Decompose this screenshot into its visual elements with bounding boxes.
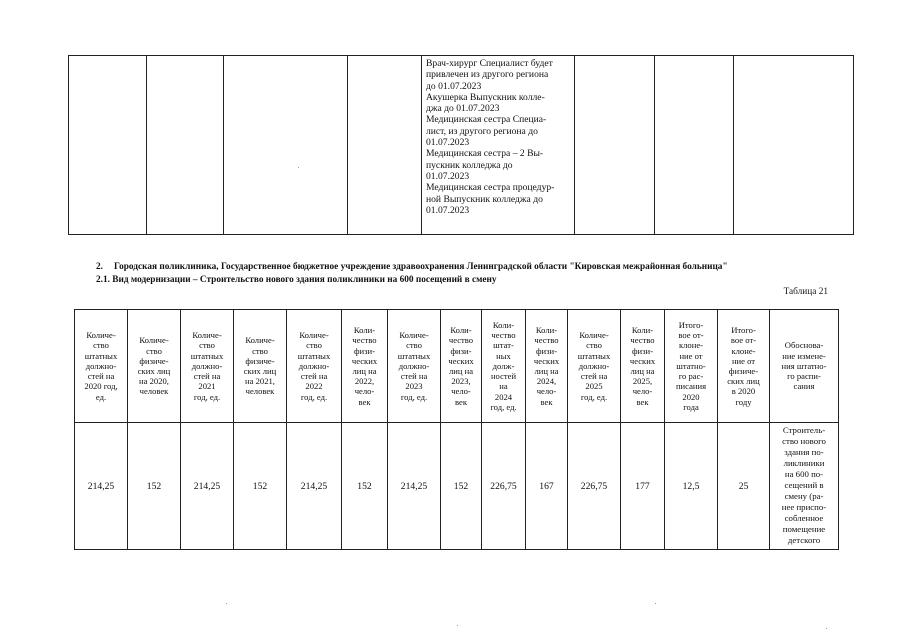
text-line: год, ед. xyxy=(193,391,221,402)
table-cell: 177 xyxy=(621,423,665,550)
staff-line: пускник колледжа до xyxy=(426,159,513,171)
column-header xyxy=(342,310,388,423)
text-line: стей на xyxy=(87,371,115,382)
text-line: 2022, xyxy=(354,376,375,387)
text-line: на 600 по- xyxy=(784,469,824,479)
section-heading xyxy=(96,262,728,272)
text-line: Количе- xyxy=(399,330,429,341)
text-line: человек xyxy=(245,386,275,397)
text-line: год, ед. xyxy=(490,401,517,412)
text-line: год, ед. xyxy=(400,391,428,402)
text-line: ских лиц xyxy=(727,376,760,387)
text-line: Количе- xyxy=(139,335,169,346)
table-cell xyxy=(655,56,734,235)
table-cell: 226,75 xyxy=(482,423,526,550)
staff-line: Медицинская сестра – 2 Вы- xyxy=(426,148,544,160)
column-header xyxy=(388,310,441,423)
text-line: чество xyxy=(491,330,516,341)
text-line: должно- xyxy=(85,360,117,371)
text-line: физи- xyxy=(631,345,654,356)
column-header xyxy=(441,310,482,423)
text-line: Количе- xyxy=(579,330,609,341)
text-line: ство xyxy=(252,345,268,356)
staff-line: привлечен из другого региона xyxy=(426,69,549,81)
table-cell: 214,25 xyxy=(75,423,128,550)
text-line: 2024 xyxy=(494,391,513,402)
text-line: на 2021, xyxy=(245,376,275,387)
table-cell: 214,25 xyxy=(181,423,234,550)
text-line: штатных xyxy=(577,350,611,361)
text-line: ство нового xyxy=(782,436,826,446)
table-cell: 152 xyxy=(128,423,181,550)
table-cell xyxy=(348,56,422,235)
text-line: Количе- xyxy=(245,335,275,346)
staff-line: Врач-хирург Специалист будет xyxy=(426,58,553,69)
text-line: Обоснова- xyxy=(784,340,824,351)
text-line: штатных xyxy=(397,350,431,361)
justification-cell xyxy=(770,423,839,550)
staffing-table xyxy=(74,309,839,550)
section-title: Городская поликлиника, Государственное бюджетное учреждение здравоохранения Ленинградской области "Кировская межрайонная больница" xyxy=(114,262,728,272)
staff-line: 01.07.2023 xyxy=(426,137,470,149)
text-line: ние измене- xyxy=(782,350,826,361)
scan-speck xyxy=(298,167,299,168)
text-line: стей на xyxy=(400,371,428,382)
text-line: нее приспо- xyxy=(781,502,827,512)
text-line: физи- xyxy=(353,345,376,356)
table-cell xyxy=(147,56,224,235)
text-line: Итого- xyxy=(731,325,756,336)
text-line: штатных xyxy=(297,350,331,361)
table-cell: 25 xyxy=(718,423,770,550)
text-line: физи- xyxy=(535,345,558,356)
text-line: ние от xyxy=(679,350,703,361)
text-line: стей на xyxy=(300,371,328,382)
column-header xyxy=(128,310,181,423)
text-line: собленное xyxy=(784,513,824,523)
text-line: лиц на xyxy=(630,366,655,376)
text-line: ских лиц xyxy=(137,366,171,376)
text-line: лиц на xyxy=(448,366,474,376)
text-line: 2020 xyxy=(682,391,700,402)
table-label: Таблица 21 xyxy=(783,287,828,297)
text-line: на 2020, xyxy=(139,376,169,387)
text-line: 2020 год, xyxy=(84,381,118,392)
staff-line: лист, из другого региона до xyxy=(426,125,538,137)
text-line: чело- xyxy=(632,386,653,397)
column-header xyxy=(526,310,568,423)
text-line: сания xyxy=(793,381,815,392)
column-header xyxy=(234,310,287,423)
table-cell xyxy=(224,56,348,235)
table-cell: 152 xyxy=(234,423,287,550)
text-line: долж- xyxy=(492,360,515,371)
text-line: в 2020 xyxy=(731,386,756,397)
column-header xyxy=(665,310,718,423)
table-cell: 152 xyxy=(342,423,388,550)
text-line: ческих xyxy=(351,355,378,366)
table-cell: 226,75 xyxy=(568,423,621,550)
column-header xyxy=(287,310,342,423)
text-line: чество xyxy=(630,335,655,346)
table-cell: 12,5 xyxy=(665,423,718,550)
text-line: 2022 xyxy=(305,381,323,392)
column-header xyxy=(482,310,526,423)
text-line: клоне- xyxy=(678,340,704,351)
text-line: ческих xyxy=(629,355,656,366)
text-line: век xyxy=(636,396,649,407)
column-header xyxy=(75,310,128,423)
text-line: го рас- xyxy=(678,371,704,382)
staff-line: ной Выпускник колледжа до xyxy=(426,193,543,205)
text-line: 2025, xyxy=(632,376,653,387)
staff-line: до 01.07.2023 xyxy=(426,80,482,92)
text-line: 2023, xyxy=(451,376,471,387)
text-line: смену (ра- xyxy=(784,491,824,501)
text-line: 2025 xyxy=(585,381,603,392)
scan-speck xyxy=(655,603,656,604)
text-line: физиче- xyxy=(728,366,759,376)
text-line: лиц на xyxy=(534,366,559,376)
text-line: Количе- xyxy=(299,330,329,341)
text-line: Итого- xyxy=(678,320,704,331)
column-header xyxy=(770,310,839,423)
text-line: клоне- xyxy=(731,345,756,356)
table-cell: 167 xyxy=(526,423,568,550)
text-line: ных xyxy=(496,350,511,361)
staff-line: Медицинская сестра Специа- xyxy=(426,114,547,126)
text-line: должно- xyxy=(191,360,223,371)
text-line: чело- xyxy=(451,386,471,397)
table-cell xyxy=(734,56,854,235)
text-line: ство xyxy=(406,340,422,351)
text-line: Коли- xyxy=(450,325,472,336)
column-header xyxy=(718,310,770,423)
text-line: должно- xyxy=(578,360,610,371)
text-line: Коли- xyxy=(492,320,515,331)
text-line: чело- xyxy=(354,386,375,397)
table-row xyxy=(75,423,839,550)
text-line: Коли- xyxy=(353,325,376,336)
text-line: стей на xyxy=(580,371,608,382)
text-line: вое от- xyxy=(730,335,757,346)
text-line: ских лиц xyxy=(243,366,277,376)
text-line: ед. xyxy=(95,391,107,402)
staff-line: Медицинская сестра процедур- xyxy=(426,182,555,194)
text-line: ние от xyxy=(731,355,756,366)
text-line: век xyxy=(358,396,371,407)
text-line: Коли- xyxy=(535,325,558,336)
text-line: век xyxy=(540,396,553,407)
text-line: ство xyxy=(586,340,602,351)
staff-line: 01.07.2023 xyxy=(426,204,470,216)
text-line: году xyxy=(735,396,752,407)
text-line: штатных xyxy=(84,350,118,361)
text-line: го распи- xyxy=(787,371,821,382)
table-cell: 214,25 xyxy=(388,423,441,550)
text-line: ликлиники xyxy=(783,458,825,468)
text-line: должно- xyxy=(298,360,330,371)
text-line: Коли- xyxy=(631,325,654,336)
column-header xyxy=(181,310,234,423)
text-line: вое от- xyxy=(678,330,704,341)
text-line: 2023 xyxy=(405,381,423,392)
text-line: ство xyxy=(146,345,162,356)
table-cell: 214,25 xyxy=(287,423,342,550)
text-line: чество xyxy=(448,335,474,346)
text-line: лиц на xyxy=(352,366,377,376)
text-line: ческих xyxy=(533,355,560,366)
text-line: физиче- xyxy=(245,355,275,366)
header-row xyxy=(75,310,839,423)
text-line: Количе- xyxy=(192,330,222,341)
table-cell: 152 xyxy=(441,423,482,550)
text-line: детского xyxy=(787,535,821,545)
text-line: 2024, xyxy=(536,376,557,387)
text-line: физиче- xyxy=(139,355,169,366)
text-line: физи- xyxy=(450,345,472,356)
table-cell xyxy=(69,56,147,235)
text-line: ческих xyxy=(448,355,474,366)
section-subtitle: 2.1. Вид модернизации – Строительство нового здания поликлиники на 600 посещений в смену xyxy=(96,275,497,285)
scan-speck xyxy=(457,625,458,626)
text-line: штатно- xyxy=(676,360,706,371)
continuation-table xyxy=(68,55,854,235)
text-line: Строитель- xyxy=(782,425,826,435)
scan-speck xyxy=(226,603,227,604)
table-cell xyxy=(575,56,655,235)
table-row xyxy=(69,56,854,235)
text-line: года xyxy=(683,401,699,412)
text-line: на xyxy=(499,381,508,392)
column-header xyxy=(568,310,621,423)
text-line: стей на xyxy=(193,371,221,382)
staff-line: 01.07.2023 xyxy=(426,170,470,182)
text-line: помещение xyxy=(782,524,826,534)
text-line: чество xyxy=(352,335,377,346)
text-line: здания по- xyxy=(784,447,824,457)
scan-speck xyxy=(826,628,827,629)
text-line: человек xyxy=(139,386,169,397)
text-line: ство xyxy=(199,340,215,351)
text-line: штатных xyxy=(190,350,224,361)
column-header xyxy=(621,310,665,423)
staff-plan-cell xyxy=(422,56,575,235)
staff-line: Акушерка Выпускник колле- xyxy=(426,91,545,103)
text-line: чело- xyxy=(536,386,557,397)
text-line: штат- xyxy=(493,340,514,351)
text-line: Количе- xyxy=(86,330,116,341)
section-number: 2. xyxy=(96,262,103,272)
text-line: ство xyxy=(93,340,109,351)
text-line: ство xyxy=(306,340,322,351)
text-line: ния штатно- xyxy=(781,360,827,371)
text-line: год, ед. xyxy=(300,391,328,402)
text-line: сещений в xyxy=(784,480,824,490)
text-line: чество xyxy=(534,335,559,346)
text-line: 2021 xyxy=(198,381,216,392)
text-line: ностей xyxy=(490,371,517,382)
text-line: век xyxy=(455,396,467,407)
text-line: должно- xyxy=(398,360,430,371)
text-line: год, ед. xyxy=(580,391,608,402)
text-line: писания xyxy=(675,381,707,392)
staff-line: джа до 01.07.2023 xyxy=(426,103,500,115)
